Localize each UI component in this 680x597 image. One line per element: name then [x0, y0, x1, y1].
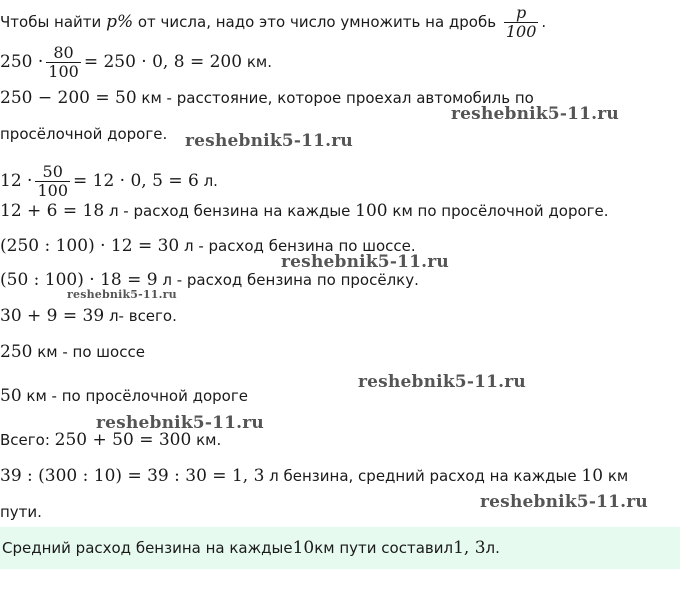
math: 1, 3 [453, 538, 486, 558]
text-line-1 [0, 4, 546, 41]
text-line-14 [0, 502, 42, 522]
fraction-denominator: 100 [505, 22, 537, 41]
text: л - расход бензина по просёлку. [157, 271, 419, 289]
text: км - по просёлочной дороге [21, 387, 248, 405]
watermark: reshebnik5-11.ru [281, 252, 449, 272]
watermark: reshebnik5-11.ru [358, 372, 526, 392]
fraction-denominator: 100 [48, 62, 79, 81]
math: 12 + 6 = 18 [0, 201, 105, 221]
text-line-8 [0, 270, 419, 290]
text: км [603, 467, 629, 485]
answer-box [0, 527, 680, 569]
text: пути. [0, 503, 42, 521]
text: км. [242, 53, 272, 71]
math: 100 [355, 201, 388, 221]
math: 12 · [0, 171, 33, 191]
fraction [504, 4, 539, 41]
text: Всего: [0, 431, 55, 449]
text-line-10 [0, 342, 145, 362]
fraction [46, 44, 81, 81]
text: км пути составил [314, 539, 454, 557]
text: Чтобы найти [0, 13, 107, 31]
watermark: reshebnik5-11.ru [480, 492, 648, 512]
text-line-11 [0, 386, 248, 406]
fraction-numerator: 50 [35, 163, 70, 182]
text: км по просёлочной дороге. [387, 202, 609, 220]
text-line-12 [0, 430, 221, 450]
watermark: reshebnik5-11.ru [185, 131, 353, 151]
text-line-9 [0, 306, 177, 326]
math: 10 [292, 538, 315, 558]
watermark: reshebnik5-11.ru [451, 104, 619, 124]
watermark: reshebnik5-11.ru [67, 288, 177, 301]
math: (250 : 100) · 12 = 30 [0, 236, 180, 256]
math: 30 + 9 = 39 [0, 306, 105, 326]
math: 250 − 200 = 50 [0, 88, 137, 108]
fraction-numerator: 80 [46, 44, 81, 63]
text: км - расстояние, которое проехал автомобиль по [136, 89, 534, 107]
watermark: reshebnik5-11.ru [96, 413, 264, 433]
text: л бензина, средний расход на каждые [264, 467, 582, 485]
text: Средний расход бензина на каждые [2, 539, 293, 557]
math: 250 + 50 = 300 [54, 430, 192, 450]
fraction [35, 163, 70, 200]
math: 250 · [0, 52, 44, 72]
fraction-numerator: p [504, 4, 539, 23]
text: л- всего. [104, 307, 177, 325]
math: 39 : (300 : 10) = 39 : 30 = 1, 3 [0, 466, 265, 486]
text: л. [485, 539, 500, 557]
math: 250 [0, 342, 33, 362]
text: л - расход бензина на каждые [104, 202, 356, 220]
text-line-5 [0, 163, 218, 200]
math: 10 [581, 466, 604, 486]
fraction-denominator: 100 [37, 181, 68, 200]
math: = 250 · 0, 8 = 200 [83, 52, 243, 72]
text-line-2 [0, 44, 272, 81]
text-line-4 [0, 124, 167, 144]
math: = 12 · 0, 5 = 6 [73, 171, 199, 191]
text: км - по шоссе [32, 343, 145, 361]
text-line-13 [0, 466, 628, 486]
text: л - расход бензина по шоссе. [179, 237, 416, 255]
text: л. [198, 172, 218, 190]
math: p% [106, 12, 134, 32]
text-line-6 [0, 201, 609, 221]
text: км. [191, 431, 222, 449]
math: (50 : 100) · 18 = 9 [0, 270, 158, 290]
text: просёлочной дороге. [0, 125, 168, 143]
math: 50 [0, 386, 22, 406]
text: . [541, 13, 547, 31]
text: от числа, надо это число умножить на дробь [133, 13, 501, 31]
